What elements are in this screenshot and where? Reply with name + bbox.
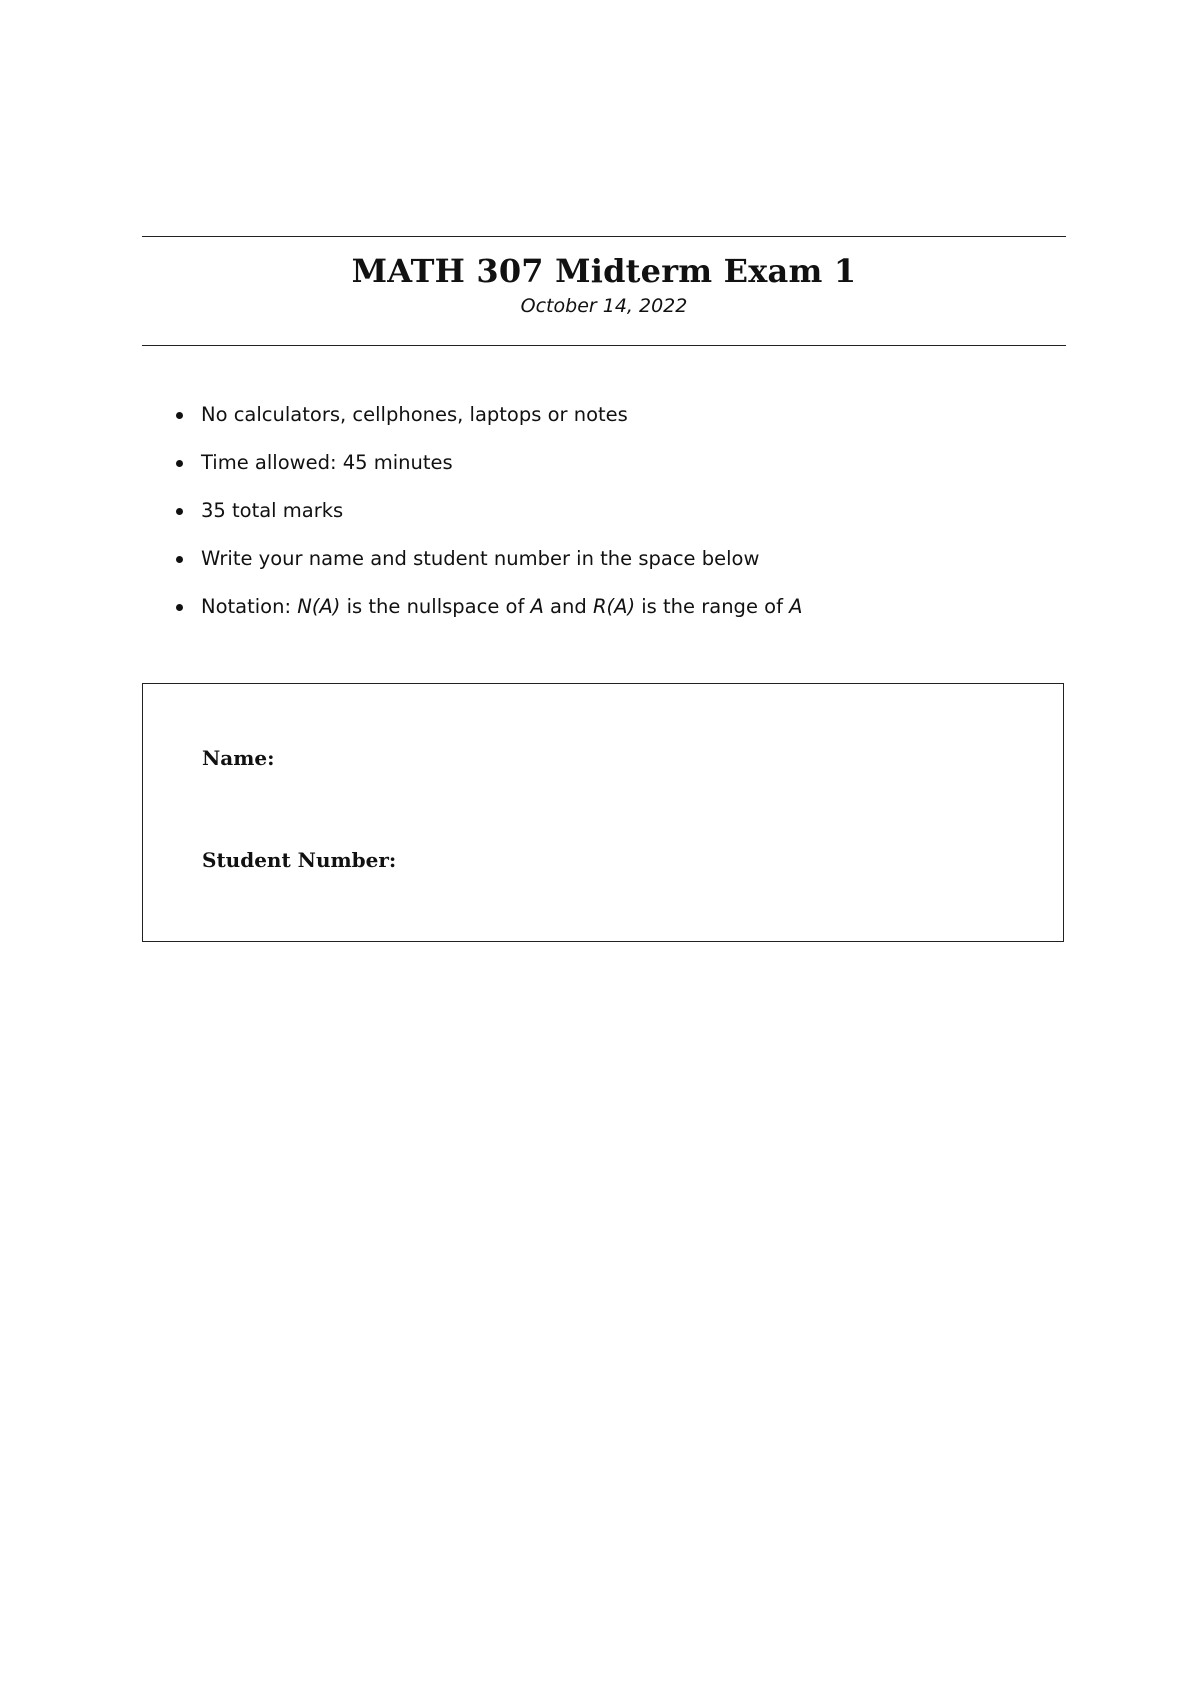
instruction-item: [176, 400, 802, 448]
notation-text: is the nullspace of: [340, 595, 531, 618]
top-rule: [142, 236, 1066, 237]
instructions-list: [176, 400, 802, 640]
notation-text: is the range of: [635, 595, 790, 618]
bullet-icon: [176, 412, 183, 419]
notation-prefix: Notation:: [201, 595, 298, 618]
matrix-symbol: A: [789, 595, 803, 618]
instruction-item: [176, 544, 802, 592]
exam-date: October 14, 2022: [520, 295, 688, 317]
instruction-item: [176, 496, 802, 544]
student-number-label: Student Number:: [202, 848, 397, 872]
bottom-rule: [142, 345, 1066, 346]
instruction-item-notation: [176, 592, 802, 640]
instruction-item: [176, 448, 802, 496]
instruction-text: No calculators, cellphones, laptops or notes: [201, 403, 628, 426]
notation-text: and: [543, 595, 593, 618]
range-symbol: R(A): [592, 595, 636, 618]
instruction-text: Write your name and student number in the space below: [201, 547, 760, 570]
bullet-icon: [176, 460, 183, 467]
bullet-icon: [176, 556, 183, 563]
instruction-text: 35 total marks: [201, 499, 344, 522]
instruction-text: Time allowed: 45 minutes: [201, 451, 453, 474]
name-label: Name:: [202, 746, 275, 770]
bullet-icon: [176, 604, 183, 611]
student-info-box: [142, 683, 1064, 942]
nullspace-symbol: N(A): [297, 595, 341, 618]
bullet-icon: [176, 508, 183, 515]
matrix-symbol: A: [530, 595, 544, 618]
exam-title: MATH 307 Midterm Exam 1: [351, 252, 857, 290]
